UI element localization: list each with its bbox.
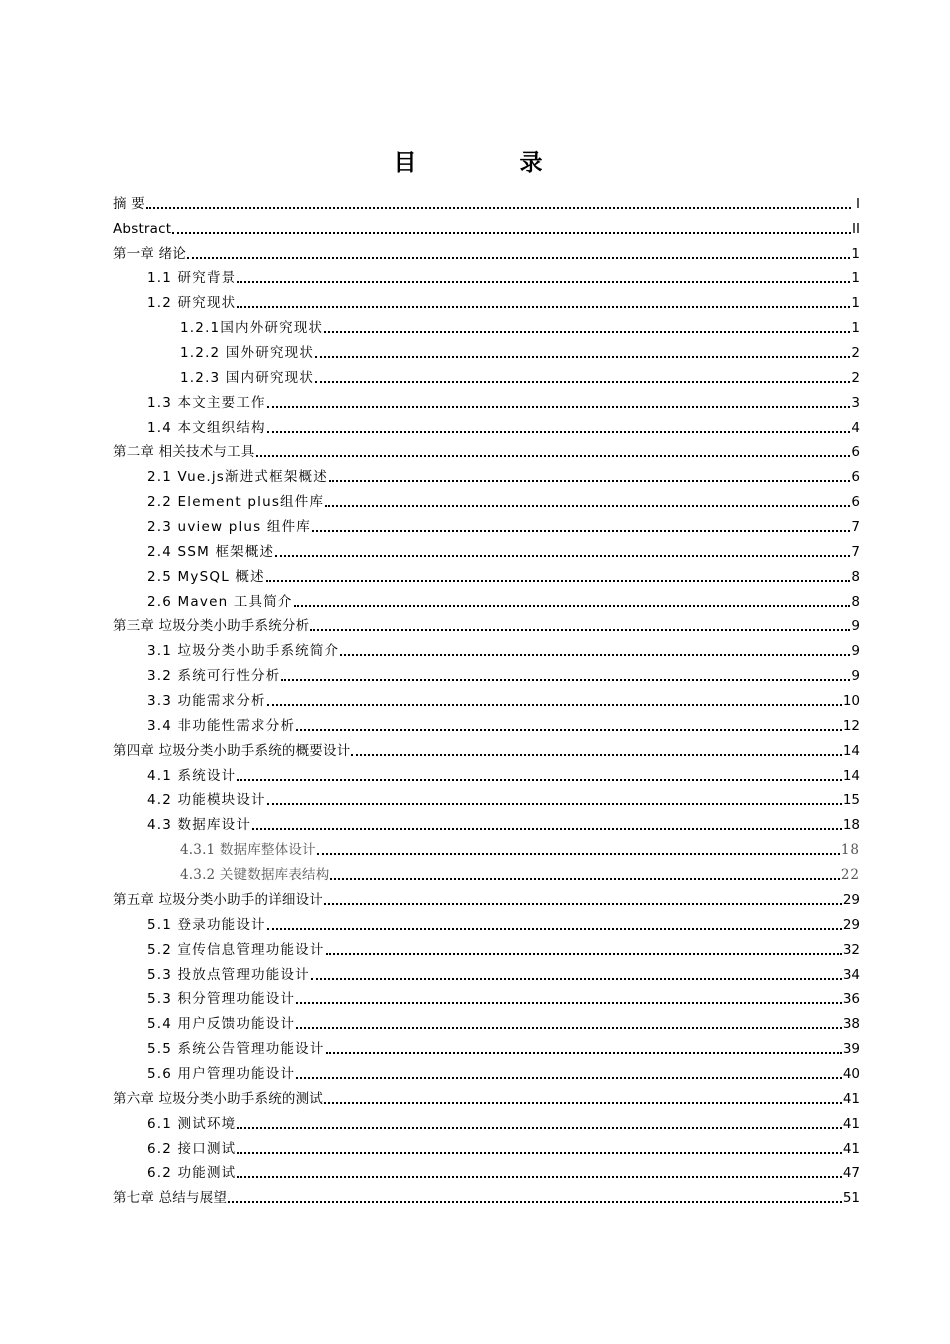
toc-entry-page-number: 7 [851, 519, 860, 536]
toc-entry-page-number: 7 [851, 543, 860, 560]
toc-entry-page-number: 14 [842, 767, 860, 784]
toc-entry-label: 2.4 SSM 框架概述 [147, 543, 275, 560]
dot-leader [237, 1152, 841, 1154]
toc-entry-page-number: 41 [842, 1115, 860, 1132]
toc-entry-page-number: 47 [842, 1165, 860, 1182]
toc-entry[interactable] [113, 859, 860, 884]
toc-entry[interactable] [113, 486, 860, 511]
dot-leader [187, 257, 850, 259]
dot-leader [267, 406, 851, 408]
toc-entry[interactable] [113, 263, 860, 288]
toc-entry-page-number: 34 [842, 966, 860, 983]
toc-entry-page-number: 18 [840, 842, 860, 859]
dot-leader [296, 729, 842, 731]
dot-leader [256, 455, 851, 457]
toc-entry-page-number: 1 [851, 320, 860, 337]
toc-entry[interactable] [113, 586, 860, 611]
dot-leader [146, 207, 851, 209]
toc-entry-label: Abstract [113, 220, 172, 237]
toc-entry-page-number: 51 [842, 1190, 860, 1207]
toc-entry[interactable] [113, 635, 860, 660]
toc-entry-label: 1.2.3 国内研究现状 [180, 369, 315, 386]
dot-leader [228, 1201, 842, 1203]
toc-entry-label: 4.3.2 关键数据库表结构 [180, 867, 330, 884]
toc-entry-label: 6.1 测试环境 [147, 1115, 237, 1132]
dot-leader [237, 306, 850, 308]
dot-leader [310, 629, 850, 631]
toc-entry[interactable] [113, 536, 860, 561]
toc-entry[interactable] [113, 412, 860, 437]
toc-entry-label: 第二章 相关技术与工具 [113, 444, 255, 461]
toc-entry-page-number: I [856, 195, 860, 212]
toc-entry[interactable] [113, 909, 860, 934]
toc-entry-label: 4.2 功能模块设计 [147, 792, 266, 809]
toc-entry-label: 5.4 用户反馈功能设计 [147, 1016, 296, 1033]
toc-entry-page-number: 8 [851, 593, 860, 610]
toc-entry-label: 2.5 MySQL 概述 [147, 568, 265, 585]
toc-entry-page-number: 36 [842, 991, 860, 1008]
dot-leader [325, 505, 850, 507]
dot-leader [237, 1127, 841, 1129]
toc-entry-label: 6.2 功能测试 [147, 1165, 237, 1182]
toc-entry-label: 2.1 Vue.js渐进式框架概述 [147, 469, 328, 486]
toc-entry[interactable] [113, 337, 860, 362]
toc-entry[interactable] [113, 834, 860, 859]
dot-leader [330, 878, 839, 880]
toc-entry[interactable] [113, 1083, 860, 1108]
toc-entry-label: 1.3 本文主要工作 [147, 394, 266, 411]
toc-entry[interactable] [113, 809, 860, 834]
dot-leader [329, 480, 850, 482]
toc-entry-page-number: 29 [842, 916, 860, 933]
toc-entry-label: 1.4 本文组织结构 [147, 419, 266, 436]
toc-entry-label: 第五章 垃圾分类小助手的详细设计 [113, 891, 323, 908]
toc-entry-label: 1.2 研究现状 [147, 295, 237, 312]
dot-leader [315, 356, 850, 358]
dot-leader [267, 431, 851, 433]
toc-entry[interactable] [113, 387, 860, 412]
toc-entry-label: 2.3 uview plus 组件库 [147, 519, 311, 536]
toc-entry-page-number: 6 [851, 469, 860, 486]
dot-leader [324, 331, 850, 333]
toc-entry-page-number: 6 [851, 444, 860, 461]
dot-leader [237, 1176, 841, 1178]
toc-entry[interactable] [113, 611, 860, 636]
toc-entry-label: 5.6 用户管理功能设计 [147, 1065, 296, 1082]
toc-entry-page-number: 10 [842, 693, 860, 710]
toc-entry[interactable] [113, 1108, 860, 1133]
toc-entry-page-number: 29 [842, 891, 860, 908]
toc-entry-page-number: 12 [842, 717, 860, 734]
toc-entry-label: 4.3 数据库设计 [147, 817, 252, 834]
toc-entry[interactable] [113, 1033, 860, 1058]
toc-entry-label: 第三章 垃圾分类小助手系统分析 [113, 618, 310, 635]
table-of-contents [113, 188, 860, 1207]
toc-entry-page-number: 32 [842, 941, 860, 958]
toc-entry-page-number: 2 [851, 369, 860, 386]
toc-entry-label: 3.1 垃圾分类小助手系统简介 [147, 643, 340, 660]
toc-entry-label: 2.6 Maven 工具简介 [147, 593, 293, 610]
dot-leader [326, 953, 842, 955]
dot-leader [266, 580, 851, 582]
toc-entry-page-number: 4 [851, 419, 860, 436]
toc-entry[interactable] [113, 437, 860, 462]
dot-leader [275, 555, 850, 557]
toc-entry[interactable] [113, 238, 860, 263]
toc-entry[interactable] [113, 1133, 860, 1158]
toc-entry[interactable] [113, 959, 860, 984]
toc-entry-label: 5.2 宣传信息管理功能设计 [147, 941, 325, 958]
dot-leader [317, 853, 840, 855]
toc-entry-label: 3.2 系统可行性分析 [147, 668, 281, 685]
toc-entry-label: 第六章 垃圾分类小助手系统的测试 [113, 1090, 323, 1107]
dot-leader [296, 1077, 842, 1079]
toc-entry-page-number: 14 [842, 742, 860, 759]
toc-entry-page-number: 6 [851, 494, 860, 511]
toc-entry[interactable] [113, 984, 860, 1009]
toc-entry-page-number: 41 [842, 1090, 860, 1107]
toc-entry[interactable] [113, 511, 860, 536]
toc-entry-page-number: 9 [851, 668, 860, 685]
dot-leader [315, 381, 850, 383]
toc-entry-page-number: 40 [842, 1065, 860, 1082]
toc-entry-label: 摘 要 [113, 195, 145, 212]
toc-entry-label: 第一章 绪论 [113, 245, 186, 262]
dot-leader [296, 1002, 842, 1004]
toc-entry-label: 5.3 积分管理功能设计 [147, 991, 296, 1008]
dot-leader [267, 704, 842, 706]
toc-entry-page-number: 22 [840, 867, 860, 884]
toc-entry-label: 第四章 垃圾分类小助手系统的概要设计 [113, 742, 351, 759]
toc-entry-page-number: 18 [842, 817, 860, 834]
toc-entry-page-number: 9 [851, 618, 860, 635]
toc-title: 目 录 [393, 150, 583, 176]
toc-entry-page-number: 1 [851, 245, 860, 262]
toc-entry-page-number: 39 [842, 1041, 860, 1058]
toc-entry-label: 1.2.1国内外研究现状 [180, 320, 324, 337]
toc-entry[interactable] [113, 660, 860, 685]
toc-entry-label: 4.1 系统设计 [147, 767, 237, 784]
toc-entry[interactable] [113, 735, 860, 760]
dot-leader [296, 1027, 842, 1029]
toc-entry[interactable] [113, 561, 860, 586]
toc-entry-page-number: 3 [851, 394, 860, 411]
dot-leader [267, 928, 842, 930]
toc-entry-page-number: II [852, 220, 860, 237]
toc-entry[interactable] [113, 287, 860, 312]
toc-entry[interactable] [113, 934, 860, 959]
toc-entry[interactable] [113, 1182, 860, 1207]
toc-entry-label: 4.3.1 数据库整体设计 [180, 842, 316, 859]
toc-entry-page-number: 9 [851, 643, 860, 660]
dot-leader [311, 978, 842, 980]
toc-entry[interactable] [113, 760, 860, 785]
toc-entry[interactable] [113, 884, 860, 909]
toc-entry-page-number: 41 [842, 1140, 860, 1157]
dot-leader [324, 903, 842, 905]
dot-leader [252, 828, 842, 830]
dot-leader [312, 530, 850, 532]
toc-entry-page-number: 38 [842, 1016, 860, 1033]
toc-entry-label: 5.1 登录功能设计 [147, 916, 266, 933]
toc-entry[interactable] [113, 785, 860, 810]
dot-leader [237, 779, 841, 781]
dot-leader [172, 232, 851, 234]
dot-leader [351, 754, 841, 756]
toc-entry[interactable] [113, 188, 860, 213]
toc-entry-label: 5.3 投放点管理功能设计 [147, 966, 310, 983]
toc-entry[interactable] [113, 461, 860, 486]
toc-entry[interactable] [113, 685, 860, 710]
toc-entry-label: 第七章 总结与展望 [113, 1190, 228, 1207]
dot-leader [281, 679, 850, 681]
toc-entry-label: 5.5 系统公告管理功能设计 [147, 1041, 325, 1058]
toc-entry-label: 3.3 功能需求分析 [147, 693, 266, 710]
dot-leader [326, 1052, 842, 1054]
toc-entry-label: 6.2 接口测试 [147, 1140, 237, 1157]
toc-entry[interactable] [113, 362, 860, 387]
toc-entry[interactable] [113, 710, 860, 735]
toc-entry-page-number: 2 [851, 345, 860, 362]
toc-entry-page-number: 15 [842, 792, 860, 809]
toc-entry[interactable] [113, 312, 860, 337]
toc-entry[interactable] [113, 213, 860, 238]
dot-leader [340, 654, 850, 656]
toc-entry[interactable] [113, 1008, 860, 1033]
toc-entry-page-number: 1 [851, 270, 860, 287]
toc-entry-page-number: 1 [851, 295, 860, 312]
dot-leader [294, 605, 851, 607]
toc-entry[interactable] [113, 1158, 860, 1183]
dot-leader [237, 281, 850, 283]
toc-entry-page-number: 8 [851, 568, 860, 585]
toc-entry[interactable] [113, 1058, 860, 1083]
dot-leader [324, 1102, 842, 1104]
toc-entry-label: 2.2 Element plus组件库 [147, 494, 325, 511]
toc-entry-label: 3.4 非功能性需求分析 [147, 717, 296, 734]
toc-entry-label: 1.1 研究背景 [147, 270, 237, 287]
toc-entry-label: 1.2.2 国外研究现状 [180, 345, 315, 362]
dot-leader [267, 803, 842, 805]
